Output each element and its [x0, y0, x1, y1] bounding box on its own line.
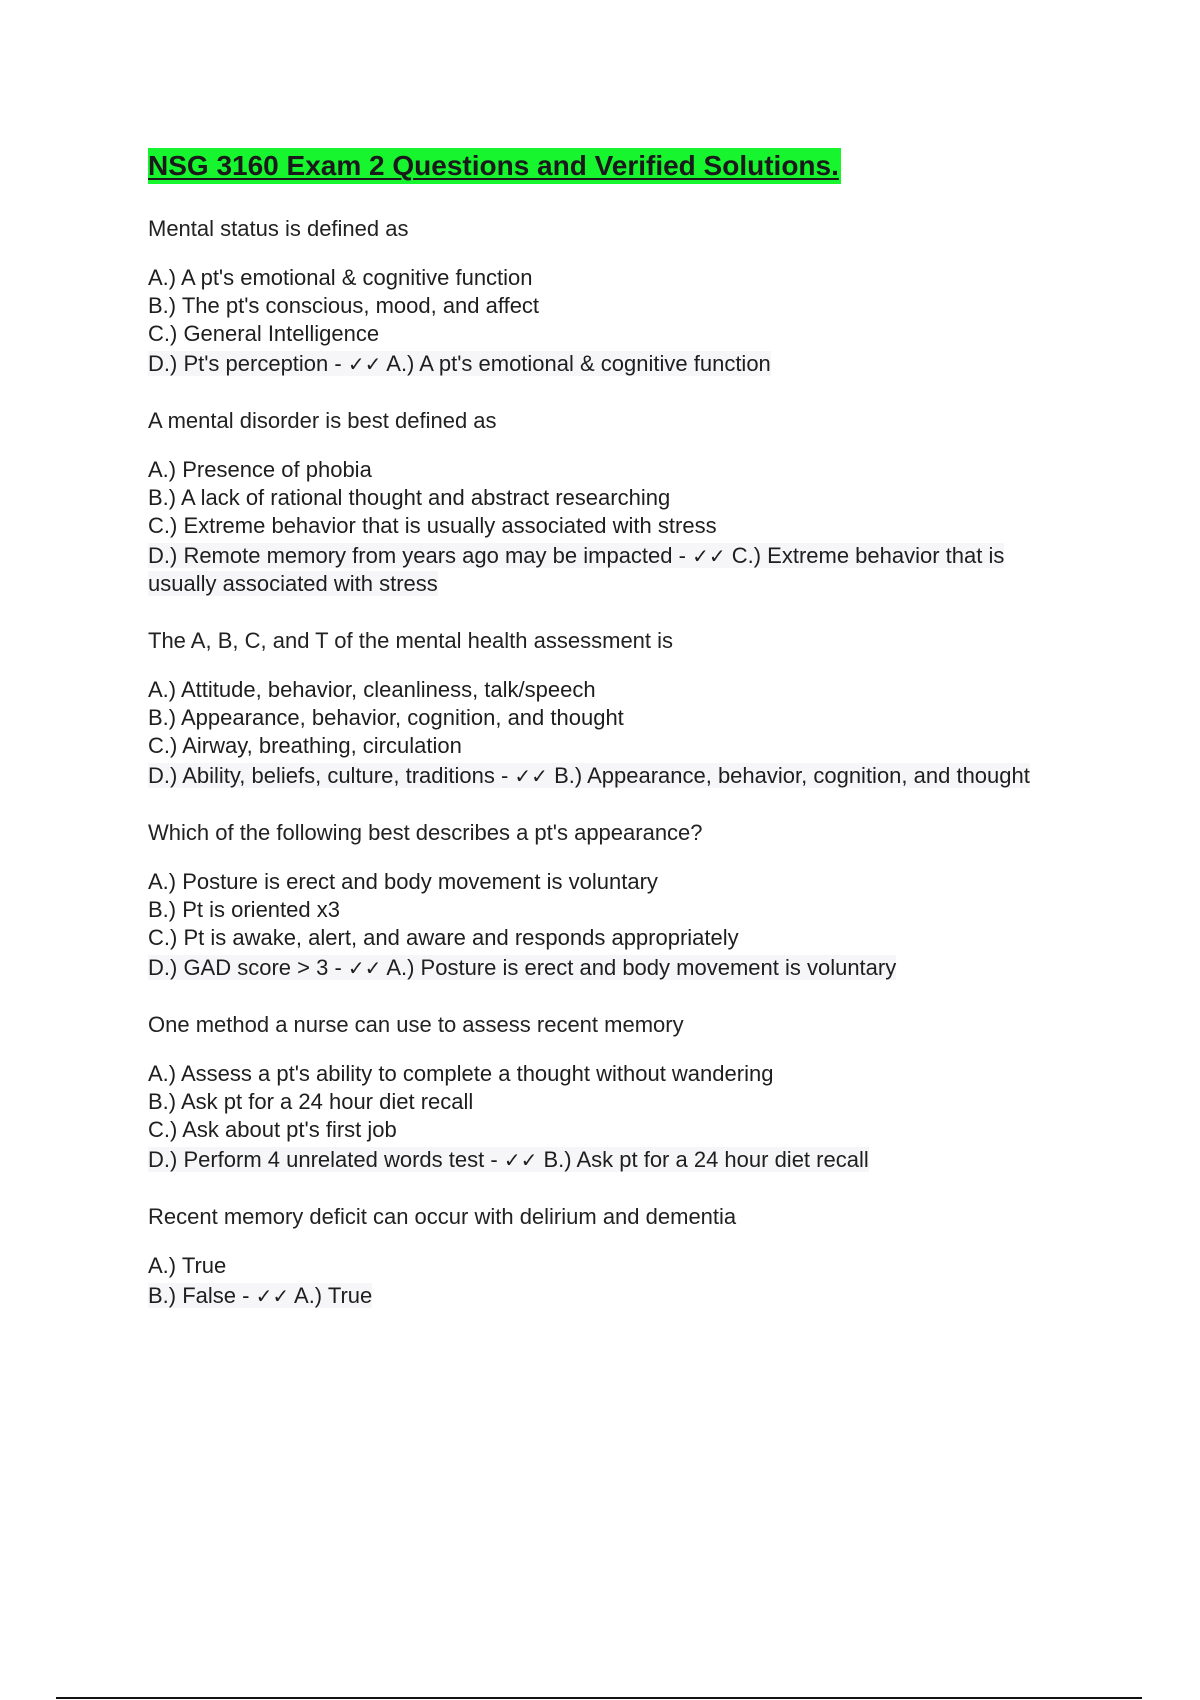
answer-option: C.) General Intelligence — [148, 321, 380, 346]
question-prompt: One method a nurse can use to assess recent memory — [148, 1012, 684, 1037]
answer-option: B.) Appearance, behavior, cognition, and thought — [148, 705, 624, 730]
answer-option: B.) Pt is oriented x3 — [148, 897, 340, 922]
question-prompt: Recent memory deficit can occur with delirium and dementia — [148, 1204, 737, 1229]
page-bottom-divider — [56, 1697, 1142, 1699]
question-prompt: Mental status is defined as — [148, 216, 409, 241]
check-mark-icon: ✓✓ — [503, 1148, 538, 1172]
correct-answer: A.) Posture is erect and body movement is voluntary — [386, 955, 897, 980]
answer-line — [148, 1282, 1078, 1310]
answer-line — [148, 350, 1078, 378]
correct-answer: C.) Extreme behavior that is usually associated with stress — [148, 543, 1005, 596]
check-mark-icon: ✓✓ — [347, 956, 382, 980]
answer-option: B.) Ask pt for a 24 hour diet recall — [148, 1089, 474, 1114]
answer-option: D.) GAD score > 3 - — [148, 955, 342, 980]
correct-answer: A.) True — [294, 1283, 373, 1308]
question-prompt: The A, B, C, and T of the mental health assessment is — [148, 628, 674, 653]
question-prompt: Which of the following best describes a pt's appearance? — [148, 820, 703, 845]
question-block — [148, 214, 1078, 378]
answer-option: D.) Remote memory from years ago may be impacted - — [148, 543, 686, 568]
answer-option: A.) Posture is erect and body movement is voluntary — [148, 869, 658, 894]
document-page — [148, 148, 1078, 1310]
question-block — [148, 626, 1078, 790]
correct-answer: B.) Appearance, behavior, cognition, and thought — [554, 763, 1030, 788]
question-prompt: A mental disorder is best defined as — [148, 408, 497, 433]
check-mark-icon: ✓✓ — [692, 544, 726, 568]
question-block — [148, 1010, 1078, 1174]
answer-option: A.) Assess a pt's ability to complete a thought without wandering — [148, 1061, 774, 1086]
answer-option: B.) The pt's conscious, mood, and affect — [148, 293, 540, 318]
correct-answer: A.) A pt's emotional & cognitive function — [386, 351, 771, 376]
answer-option: A.) Presence of phobia — [148, 457, 372, 482]
answer-line — [148, 954, 1078, 982]
answer-option: D.) Perform 4 unrelated words test - — [148, 1147, 498, 1172]
correct-answer: B.) Ask pt for a 24 hour diet recall — [543, 1147, 869, 1172]
check-mark-icon: ✓✓ — [514, 764, 548, 788]
answer-option: C.) Airway, breathing, circulation — [148, 733, 462, 758]
question-block — [148, 818, 1078, 982]
answer-option: A.) True — [148, 1253, 227, 1278]
check-mark-icon: ✓✓ — [255, 1284, 290, 1308]
answer-option: C.) Ask about pt's first job — [148, 1117, 397, 1142]
answer-option: A.) A pt's emotional & cognitive function — [148, 265, 533, 290]
answer-option: D.) Ability, beliefs, culture, traditions - — [148, 763, 509, 788]
answer-option: D.) Pt's perception - — [148, 351, 342, 376]
answer-option: A.) Attitude, behavior, cleanliness, talk/speech — [148, 677, 596, 702]
answer-line — [148, 762, 1078, 790]
document-title: NSG 3160 Exam 2 Questions and Verified Solutions. — [148, 148, 841, 184]
question-block — [148, 406, 1078, 598]
answer-option: C.) Pt is awake, alert, and aware and responds appropriately — [148, 925, 739, 950]
answer-option: C.) Extreme behavior that is usually associated with stress — [148, 513, 717, 538]
answer-line — [148, 1146, 1078, 1174]
answer-option: B.) False - — [148, 1283, 250, 1308]
answer-line — [148, 542, 1078, 598]
answer-option: B.) A lack of rational thought and abstract researching — [148, 485, 671, 510]
question-block — [148, 1202, 1078, 1310]
check-mark-icon: ✓✓ — [347, 352, 382, 376]
